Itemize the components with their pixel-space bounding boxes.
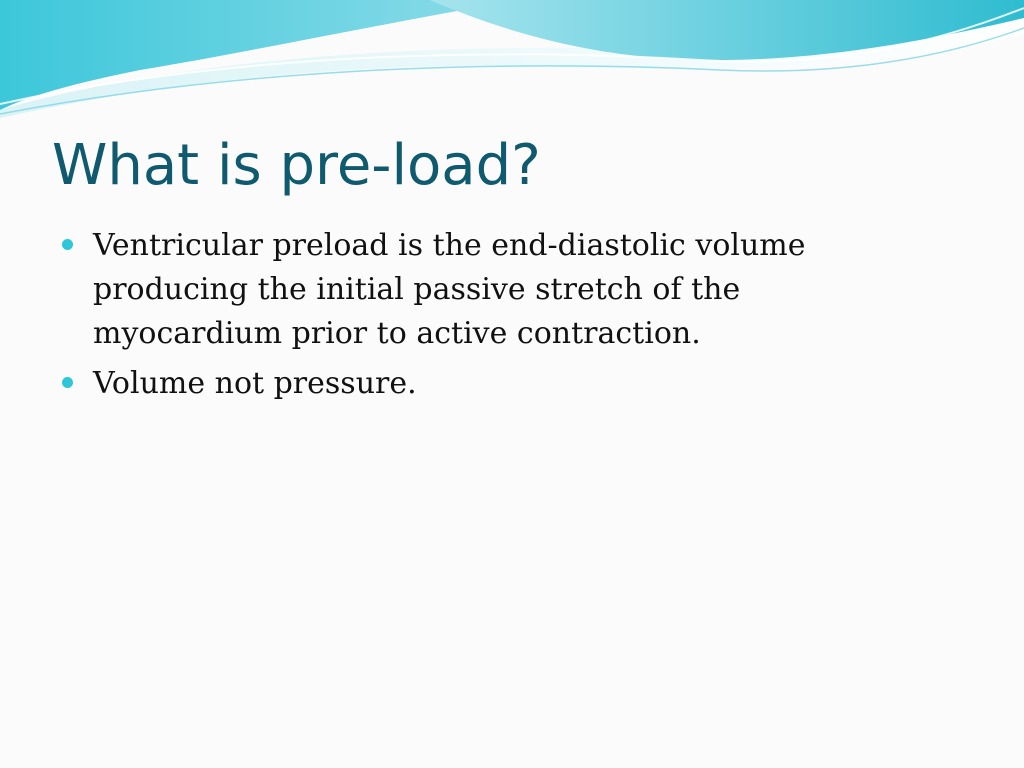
bullet-item: [62, 224, 862, 356]
bullet-dot-icon: [62, 239, 73, 250]
bullet-text: Volume not pressure.: [93, 366, 417, 401]
bullet-dot-icon: [62, 377, 73, 388]
bullet-text: Ventricular preload is the end-diastolic volume producing the initial passive stretch of the myocardium prior to active contraction.: [93, 228, 806, 351]
wave-header-decoration: [0, 0, 1024, 120]
bullet-item: [62, 362, 862, 406]
bullet-list: [62, 224, 862, 412]
slide-title: What is pre-load?: [52, 133, 541, 198]
